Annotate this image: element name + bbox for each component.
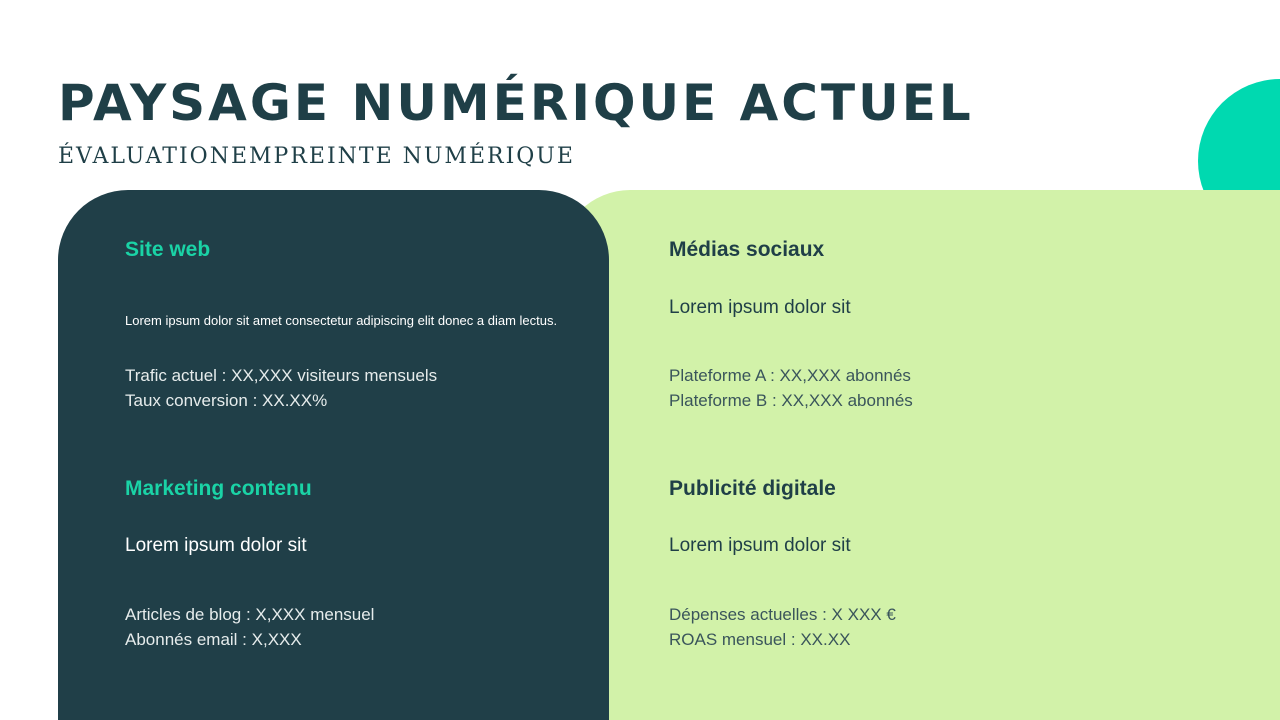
slide-subtitle: ÉVALUATIONEMPREINTE NUMÉRIQUE [58, 144, 575, 169]
marketing-contenu-stats [125, 602, 374, 652]
slide-title: PAYSAGE NUMÉRIQUE ACTUEL [58, 74, 974, 132]
site-web-stat: Trafic actuel : XX,XXX visiteurs mensuels [125, 366, 438, 385]
marketing-contenu-stat: Articles de blog : X,XXX mensuel [125, 605, 375, 624]
publicite-digitale-heading: Publicité digitale [669, 477, 836, 500]
publicite-digitale-stat: Dépenses actuelles : X XXX € [669, 605, 896, 624]
medias-sociaux-stat: Plateforme B : XX,XXX abonnés [669, 391, 913, 410]
marketing-contenu-heading: Marketing contenu [125, 477, 312, 500]
publicite-digitale-lead: Lorem ipsum dolor sit [669, 535, 851, 556]
medias-sociaux-stats [669, 363, 913, 413]
site-web-stats [125, 363, 437, 413]
site-web-stat: Taux conversion : XX.XX% [125, 391, 328, 410]
publicite-digitale-stats [669, 602, 896, 652]
right-panel [560, 190, 1280, 720]
medias-sociaux-heading: Médias sociaux [669, 238, 825, 261]
site-web-lead: Lorem ipsum dolor sit amet consectetur adipiscing elit donec a diam lectus. [125, 313, 558, 328]
marketing-contenu-lead: Lorem ipsum dolor sit [125, 535, 307, 556]
marketing-contenu-stat: Abonnés email : X,XXX [125, 630, 302, 649]
medias-sociaux-lead: Lorem ipsum dolor sit [669, 297, 851, 318]
site-web-heading: Site web [125, 238, 211, 261]
medias-sociaux-stat: Plateforme A : XX,XXX abonnés [669, 366, 911, 385]
publicite-digitale-stat: ROAS mensuel : XX.XX [669, 630, 851, 649]
